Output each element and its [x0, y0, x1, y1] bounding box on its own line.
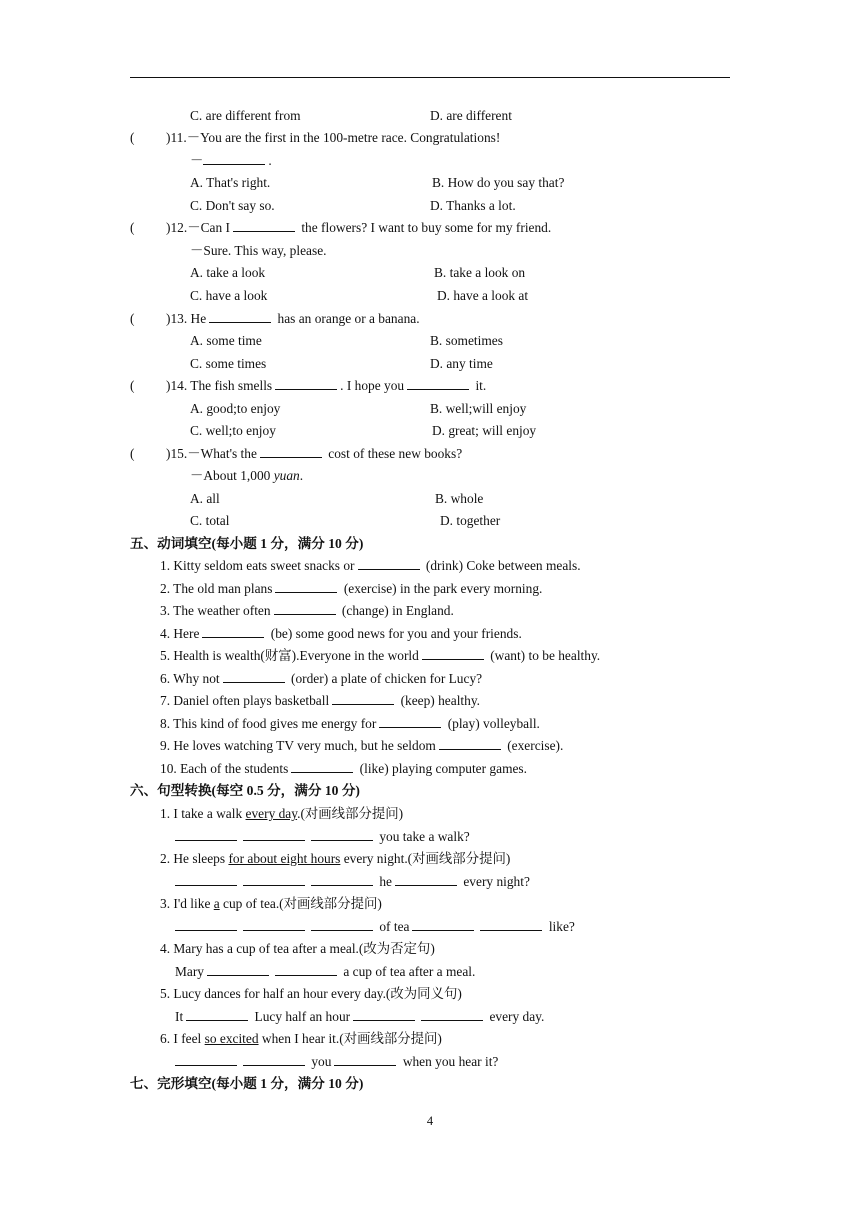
- q10-option-d: D. are different: [430, 108, 512, 123]
- q14-stem: )14. The fish smells . I hope you it.: [166, 378, 487, 393]
- q11-option-d: D. Thanks a lot.: [430, 198, 516, 213]
- q12-option-c: C. have a look: [190, 288, 268, 303]
- section5-title: 五、动词填空(每小题 1 分，满分 10 分): [130, 536, 364, 551]
- q13-option-d: D. any time: [430, 356, 493, 371]
- q13-stem: )13. He has an orange or a banana.: [166, 311, 420, 326]
- sec6-s6: 6. I feel so excited when I hear it.(对画线部分提问): [160, 1031, 442, 1046]
- q12-option-b: B. take a look on: [434, 265, 526, 280]
- q13-option-a: A. some time: [190, 333, 262, 348]
- q11-paren: (: [130, 130, 135, 145]
- q15-reply: －About 1,000 yuan.: [190, 468, 304, 483]
- sec6-s3-answer: of tea like?: [175, 918, 575, 936]
- q12-option-a: A. take a look: [190, 265, 266, 280]
- q11-option-a: A. That's right.: [190, 175, 271, 190]
- q10-option-c: C. are different from: [190, 108, 301, 123]
- sec6-s4: 4. Mary has a cup of tea after a meal.(改为否定句): [160, 941, 435, 956]
- q15-option-a: A. all: [190, 491, 220, 506]
- header-rule: [130, 77, 730, 78]
- sec6-s6-answer: you when you hear it?: [175, 1053, 498, 1071]
- sec6-s2: 2. He sleeps for about eight hours every night.(对画线部分提问): [160, 851, 511, 866]
- q15-paren: (: [130, 446, 135, 461]
- sec6-s4-answer: Mary a cup of tea after a meal.: [175, 964, 476, 979]
- q13-option-c: C. some times: [190, 356, 267, 371]
- q12-reply: －Sure. This way, please.: [190, 243, 327, 258]
- sec5-item-8: 8. This kind of food gives me energy for (play) volleyball.: [160, 716, 540, 731]
- section7-title: 七、完形填空(每小题 1 分，满分 10 分): [130, 1076, 364, 1091]
- sec6-s1: 1. I take a walk every day.(对画线部分提问): [160, 806, 404, 821]
- q14-option-c: C. well;to enjoy: [190, 423, 276, 438]
- sec5-item-9: 9. He loves watching TV very much, but he seldom (exercise).: [160, 738, 564, 753]
- sec5-item-4: 4. Here (be) some good news for you and your friends.: [160, 626, 522, 641]
- q11-option-c: C. Don't say so.: [190, 198, 275, 213]
- sec6-s5: 5. Lucy dances for half an hour every day.(改为同义句): [160, 986, 462, 1001]
- q13-option-b: B. sometimes: [430, 333, 503, 348]
- q15-option-d: D. together: [440, 513, 501, 528]
- sec6-s2-answer: he every night?: [175, 873, 530, 891]
- page-number: 4: [426, 1114, 434, 1128]
- q14-option-a: A. good;to enjoy: [190, 401, 281, 416]
- section6-title: 六、句型转换(每空 0.5 分，满分 10 分): [130, 783, 360, 798]
- q15-option-c: C. total: [190, 513, 230, 528]
- sec6-s5-answer: It Lucy half an hour every day.: [175, 1009, 545, 1024]
- q15-stem: )15.－What's the cost of these new books?: [166, 446, 463, 461]
- sec5-item-7: 7. Daniel often plays basketball (keep) healthy.: [160, 693, 480, 708]
- sec5-item-6: 6. Why not (order) a plate of chicken for Lucy?: [160, 671, 483, 686]
- sec5-item-5: 5. Health is wealth(财富).Everyone in the world (want) to be healthy.: [160, 648, 601, 663]
- sec6-s1-answer: you take a walk?: [175, 828, 470, 846]
- sec5-item-10: 10. Each of the students (like) playing computer games.: [160, 761, 527, 776]
- sec6-s3: 3. I'd like a cup of tea.(对画线部分提问): [160, 896, 382, 911]
- q14-paren: (: [130, 378, 135, 393]
- q12-paren: (: [130, 220, 135, 235]
- q14-option-d: D. great; will enjoy: [432, 423, 537, 438]
- q13-paren: (: [130, 311, 135, 326]
- sec5-item-3: 3. The weather often (change) in England.: [160, 603, 454, 618]
- q15-option-b: B. whole: [435, 491, 484, 506]
- q12-option-d: D. have a look at: [437, 288, 529, 303]
- q11-stem: )11.－You are the first in the 100-metre race. Congratulations!: [166, 130, 501, 145]
- q11-option-b: B. How do you say that?: [432, 175, 565, 190]
- q12-stem: )12.－Can I the flowers? I want to buy some for my friend.: [166, 220, 552, 235]
- sec5-item-1: 1. Kitty seldom eats sweet snacks or (drink) Coke between meals.: [160, 558, 581, 573]
- q11-reply: － .: [190, 153, 272, 168]
- q14-option-b: B. well;will enjoy: [430, 401, 527, 416]
- sec5-item-2: 2. The old man plans (exercise) in the park every morning.: [160, 581, 543, 596]
